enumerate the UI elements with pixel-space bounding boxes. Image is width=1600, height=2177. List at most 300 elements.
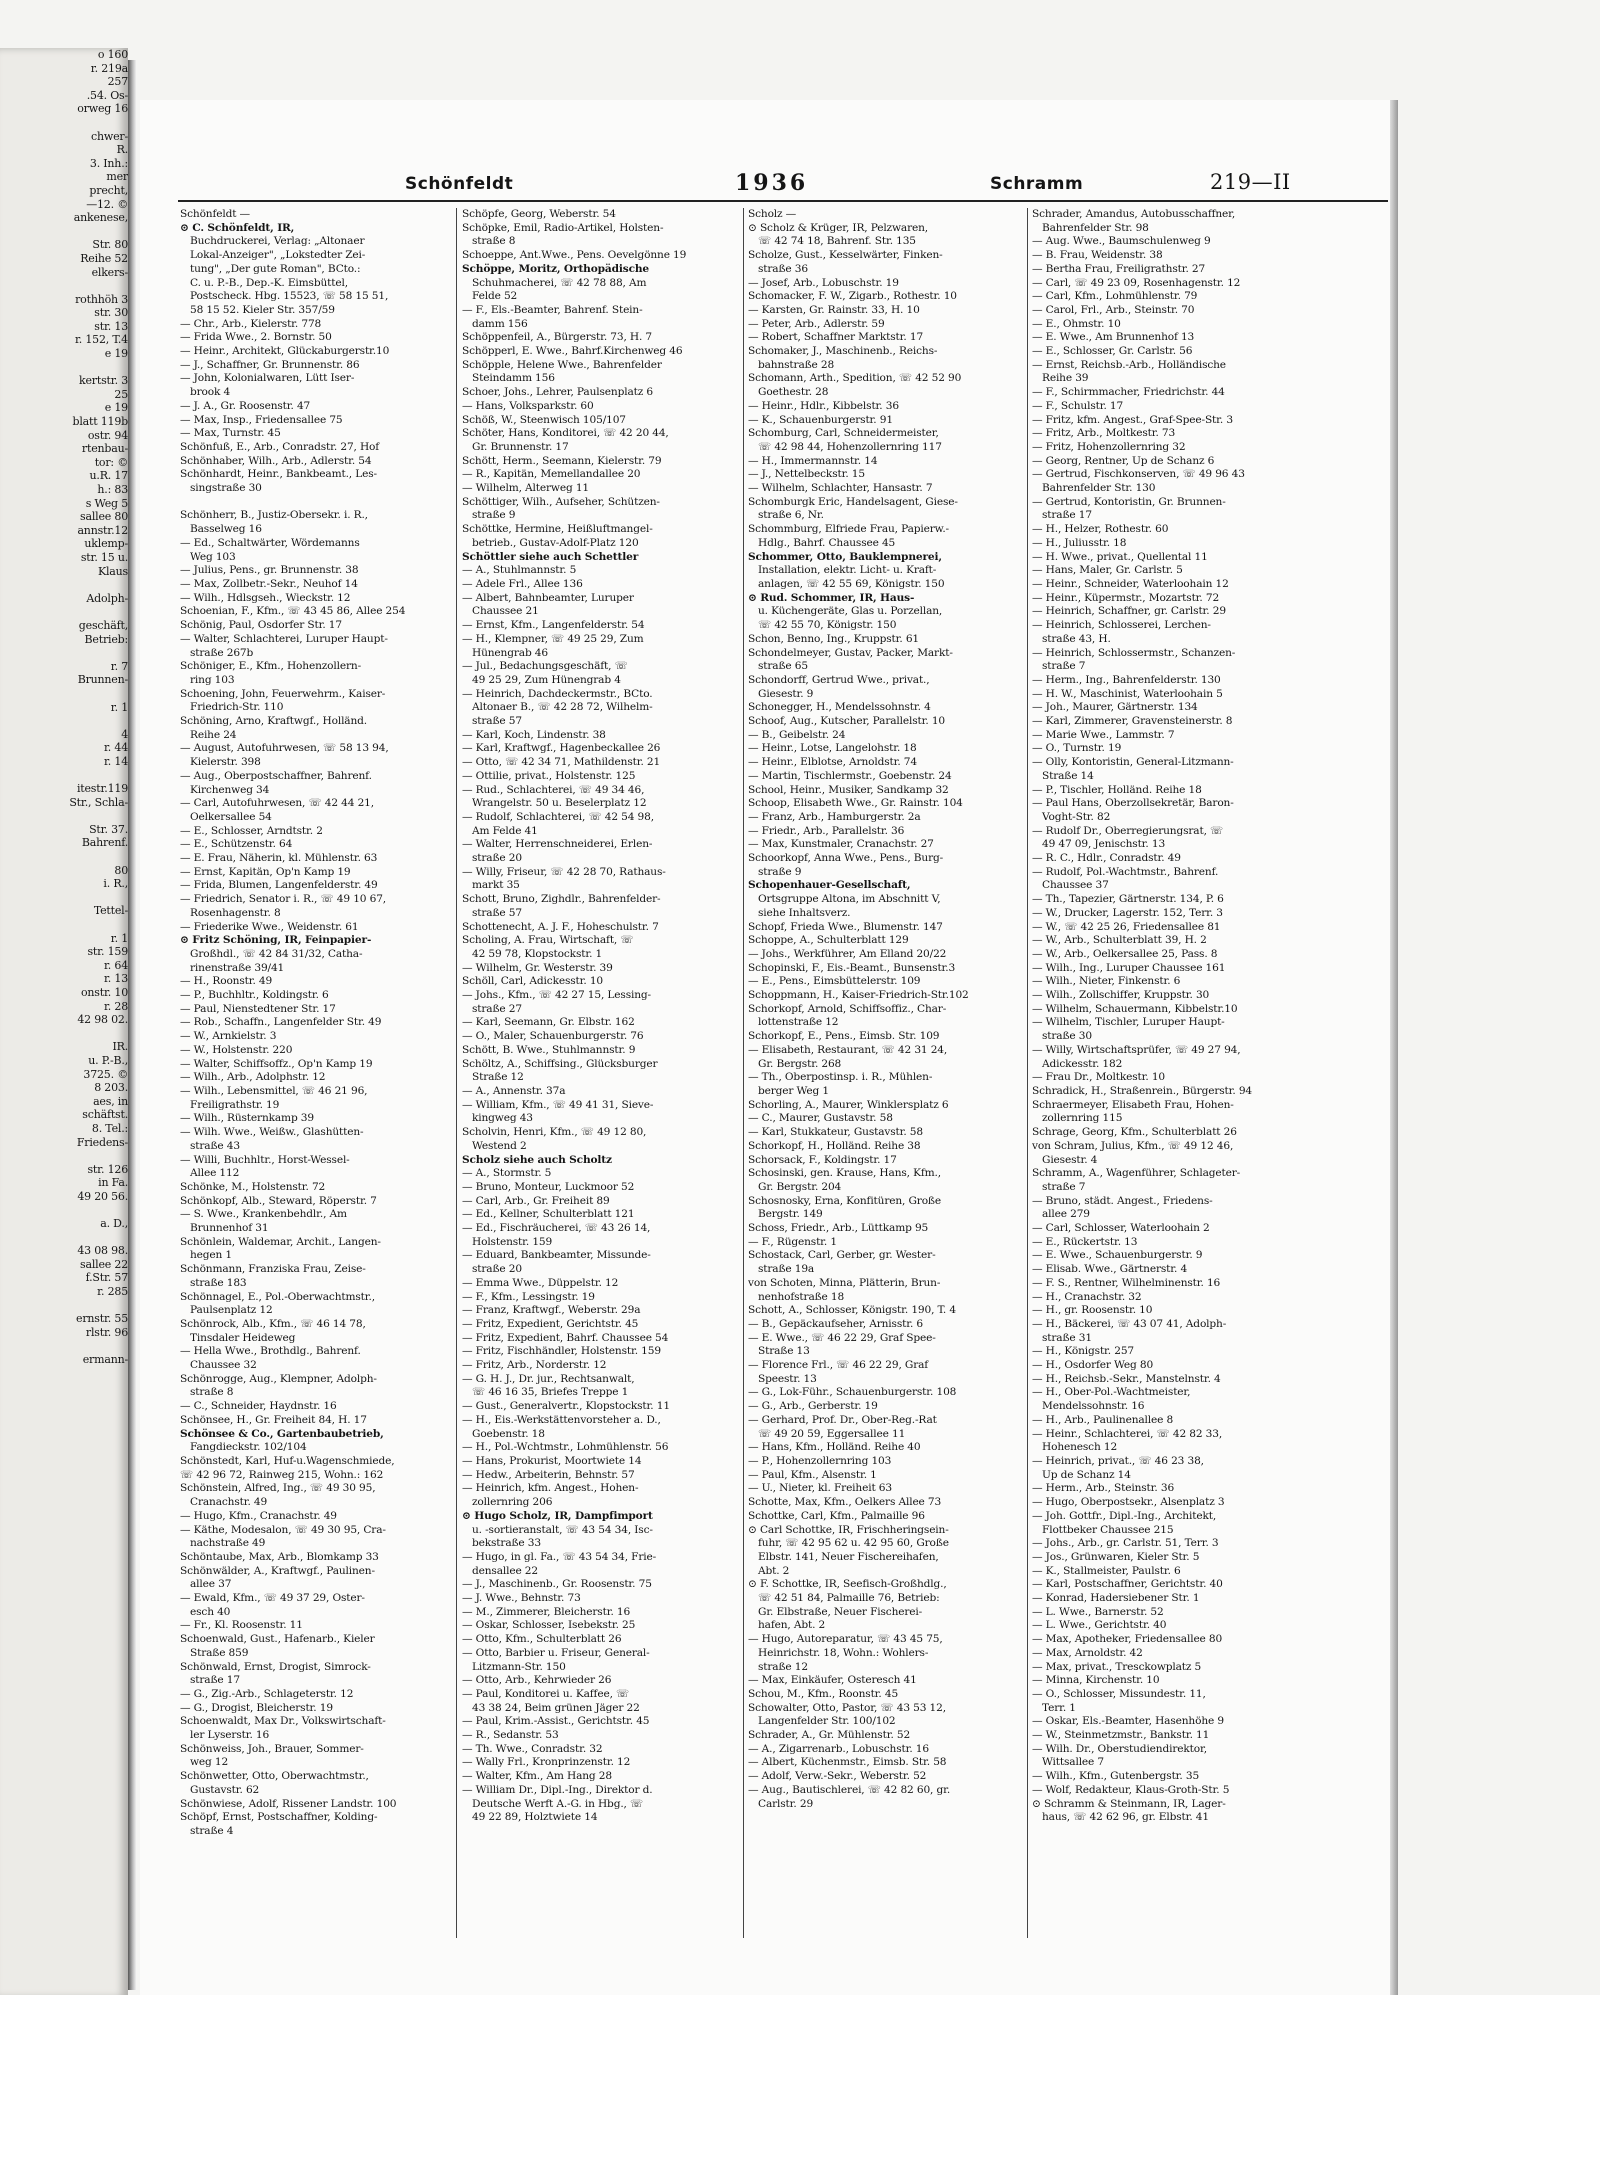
directory-entry: — Wilh., Kfm., Gutenbergstr. 35 [1032,1770,1200,1783]
facing-page-text: sallee 80 [80,510,128,524]
facing-page-text: ankenese, [73,211,128,225]
directory-entry: Schopenhauer-Gesellschaft, [748,879,911,892]
directory-entry: — Wilh., Hdlsgseh., Wieckstr. 12 [180,591,351,604]
directory-entry: — Florence Frl., ☏ 46 22 29, Graf [748,1359,929,1372]
directory-entry: Schoer, Johs., Lehrer, Paulsenplatz 6 [462,386,653,399]
directory-entry: — Ernst, Reichsb.-Arb., Holländische [1032,358,1226,371]
directory-entry: — Willi, Buchhltr., Horst-Wessel- [180,1153,350,1166]
directory-entry: Paulsenplatz 12 [190,1304,273,1317]
directory-entry: — Wolf, Redakteur, Klaus-Groth-Str. 5 [1032,1783,1230,1796]
directory-entry: — Heinrich, privat., ☏ 46 23 38, [1032,1454,1204,1467]
directory-entry: — John, Kolonialwaren, Lütt Iser- [180,372,355,385]
directory-entry: von Schoten, Minna, Plätterin, Brun- [748,1276,941,1289]
directory-entry: ⊙ F. Schottke, IR, Seefisch-Großhdlg., [748,1578,947,1591]
directory-entry: Deutsche Werft A.-G. in Hbg., ☏ [472,1797,644,1810]
directory-entry: Flottbeker Chaussee 215 [1042,1523,1174,1536]
directory-entry: — Gerhard, Prof. Dr., Ober-Reg.-Rat [748,1413,937,1426]
facing-page-text: Friedens- [76,1135,128,1149]
facing-page-text: Adolph- [86,591,128,605]
facing-page-text: rothhöh 3 [75,292,128,306]
directory-entry: Schrader, A., Gr. Mühlenstr. 52 [748,1729,911,1742]
directory-entry: Schönherr, B., Justiz-Obersekr. i. R., [180,509,368,522]
directory-entry: — H. W., Maschinist, Waterloohain 5 [1032,687,1223,700]
directory-entry: Schrage, Georg, Kfm., Schulterblatt 26 [1032,1126,1237,1139]
directory-entry: — Robert, Schaffner Marktstr. 17 [748,331,924,344]
directory-entry: Speestr. 13 [758,1372,817,1385]
directory-entry: — F., Rügenstr. 1 [748,1235,837,1248]
directory-entry: Schönnagel, E., Pol.-Oberwachtmstr., [180,1290,375,1303]
directory-entry: Installation, elektr. Licht- u. Kraft- [758,564,937,577]
facing-page-text [0,768,128,782]
directory-entry: Altonaer B., ☏ 42 28 72, Wilhelm- [472,701,653,714]
directory-entry: — Max, Kunstmaler, Cranachstr. 27 [748,838,934,851]
directory-entry: Gr. Bergstr. 204 [758,1180,842,1193]
directory-entry: straße 183 [190,1276,247,1289]
directory-entry: Ortsgruppe Altona, im Abschnitt V, [758,893,941,906]
directory-entry: — Wilhelm, Schauermann, Kibbelstr.10 [1032,1002,1238,1015]
directory-entry: — Friederike Wwe., Weidenstr. 61 [180,920,359,933]
directory-entry: Schönstein, Alfred, Ing., ☏ 49 30 95, [180,1482,376,1495]
directory-entry: anlagen, ☏ 42 55 69, Königstr. 150 [758,577,945,590]
directory-entry: — Friedr., Arb., Parallelstr. 36 [748,824,905,837]
directory-entry: bekstraße 33 [472,1537,541,1550]
directory-entry: 49 47 09, Jenischstr. 13 [1042,838,1166,851]
directory-entry: damm 156 [472,317,528,330]
facing-page-text [0,116,128,130]
directory-entry: — Frau Dr., Moltkestr. 10 [1032,1071,1165,1084]
directory-entry: Schöppe, Moritz, Orthopädische [462,262,650,275]
facing-page-text: elkers- [91,265,128,279]
directory-entry: Schondorff, Gertrud Wwe., privat., [748,673,930,686]
directory-entry: — A., Stuhlmannstr. 5 [462,564,577,577]
directory-entry: kingweg 43 [472,1112,533,1125]
directory-entry: markt 35 [472,879,520,892]
directory-entry: Schönrogge, Aug., Klempner, Adolph- [180,1372,377,1385]
directory-entry: — H., Osdorfer Weg 80 [1032,1359,1154,1372]
facing-page-text: in Fa. [98,1176,128,1190]
directory-entry: Hohenesch 12 [1042,1441,1118,1454]
directory-entry: Am Felde 41 [472,824,538,837]
directory-entry: — Fritz, kfm. Angest., Graf-Spee-Str. 3 [1032,413,1233,426]
directory-entry: Hdlg., Bahrf. Chaussee 45 [758,536,896,549]
directory-entry: — P., Buchhltr., Koldingstr. 6 [180,989,329,1002]
directory-entry: Schoenwald, Gust., Hafenarb., Kieler [180,1633,375,1646]
facing-page-text: str. 13 [94,319,128,333]
directory-entry: — Max, Turnstr. 45 [180,427,281,440]
directory-entry: Schoeppe, Ant.Wwe., Pens. Oevelgönne 19 [462,249,687,262]
directory-entry: Freiligrathstr. 19 [190,1098,280,1111]
directory-entry: — L. Wwe., Barnerstr. 52 [1032,1605,1164,1618]
directory-entry: — Wilh. Wwe., Weißw., Glashütten- [180,1126,364,1139]
directory-entry: — Gertrud, Fischkonserven, ☏ 49 96 43 [1032,468,1245,481]
facing-page-text: Brunnen- [77,673,128,687]
facing-page-text: aes, in [93,1094,128,1108]
facing-page-text [0,361,128,375]
directory-entry: — Frida Wwe., 2. Bornstr. 50 [180,331,332,344]
directory-entry: Goethestr. 28 [758,386,829,399]
directory-entry: — Gust., Generalvertr., Klopstockstr. 11 [462,1400,670,1413]
directory-entry: straße 8 [472,235,516,248]
directory-entry: ☏ 42 96 72, Rainweg 215, Wohn.: 162 [180,1468,384,1481]
directory-entry: — G., Lok-Führ., Schauenburgerstr. 108 [748,1386,957,1399]
directory-entry: ler Lyserstr. 16 [190,1729,270,1742]
facing-page-text: mer [106,170,128,184]
directory-entry: — Wilhelm, Schlachter, Hansastr. 7 [748,482,933,495]
facing-page-text: 49 20 56. [77,1189,128,1203]
facing-page-text [0,1149,128,1163]
directory-entry: Schönstedt, Karl, Huf-u.Wagenschmiede, [180,1454,395,1467]
directory-entry: — Joh. Gottfr., Dipl.-Ing., Architekt, [1032,1509,1217,1522]
directory-entry: Fangdieckstr. 102/104 [190,1441,307,1454]
facing-page-text: Betrieb: [84,632,128,646]
facing-page-text: u. P.-B., [88,1053,128,1067]
directory-entry: Schöttler siehe auch Schettler [462,550,639,563]
directory-entry: — Karsten, Gr. Rainstr. 33, H. 10 [748,303,920,316]
facing-page-text: ostr. 94 [87,428,128,442]
directory-entry: — H., Roonstr. 49 [180,975,273,988]
directory-entry: Oelkersallee 54 [190,810,272,823]
directory-entry: — Johs., Arb., gr. Carlstr. 51, Terr. 3 [1032,1537,1219,1550]
directory-entry: — Paul, Krim.-Assist., Gerichtstr. 45 [462,1715,650,1728]
directory-entry: Schöttke, Hermine, Heißluftmangel- [462,523,653,536]
directory-entry: 43 38 24, Beim grünen Jäger 22 [472,1701,640,1714]
directory-entry: — O., Turnstr. 19 [1032,742,1122,755]
directory-entry: Schöpf, Ernst, Postschaffner, Kolding- [180,1811,378,1824]
directory-entry: — Paul Hans, Oberzollsekretär, Baron- [1032,797,1234,810]
directory-entry: Schöpperl, E. Wwe., Bahrf.Kirchenweg 46 [462,345,683,358]
directory-entry: — Fr., Kl. Roosenstr. 11 [180,1619,303,1632]
directory-entry: Schöpple, Helene Wwe., Bahrenfelder [462,358,662,371]
directory-entry: — Käthe, Modesalon, ☏ 49 30 95, Cra- [180,1523,386,1536]
directory-entry: Goebenstr. 18 [472,1427,545,1440]
facing-page-text: 3725. © [83,1067,128,1081]
directory-entry: ☏ 42 98 44, Hohenzollernring 117 [758,440,942,453]
directory-entry: Schoppe, A., Schulterblatt 129 [748,934,909,947]
directory-entry: — H., Bäckerei, ☏ 43 07 41, Adolph- [1032,1317,1227,1330]
directory-entry: Schöter, Hans, Konditorei, ☏ 42 20 44, [462,427,669,440]
directory-entry: — Karl, Kraftwgf., Hagenbeckallee 26 [462,742,661,755]
directory-entry: — Wilhelm, Tischler, Luruper Haupt- [1032,1016,1225,1029]
facing-page-text [0,1231,128,1245]
directory-entry: 58 15 52. Kieler Str. 357/59 [190,303,335,316]
directory-entry: ☏ 42 55 70, Königstr. 150 [758,619,897,632]
directory-entry: — Julius, Pens., gr. Brunnenstr. 38 [180,564,359,577]
directory-entry: — E. Wwe., Schauenburgerstr. 9 [1032,1249,1203,1262]
facing-page-text: chwer- [91,129,128,143]
facing-page-text: str. 30 [94,306,128,320]
facing-page-text [0,225,128,239]
directory-entry: — Hugo, Oberpostsekr., Alsenplatz 3 [1032,1496,1225,1509]
scan-margin [0,1995,1600,2177]
directory-entry: Schöß, W., Steenwisch 105/107 [462,413,626,426]
directory-entry: 49 25 29, Zum Hünengrab 4 [472,673,621,686]
directory-entry: Schommer, Otto, Bauklempnerei, [748,550,942,563]
facing-page-text: Str. 80 [92,238,128,252]
directory-entry: Schrader, Amandus, Autobusschaffner, [1032,208,1236,220]
directory-entry: Kirchenweg 34 [190,783,270,796]
directory-entry: Schott, A., Schlosser, Königstr. 190, T. 4 [748,1304,956,1317]
directory-entry: — H., Klempner, ☏ 49 25 29, Zum [462,632,644,645]
directory-entry: zollernring 115 [1042,1112,1123,1125]
directory-entry: — P., Tischler, Holländ. Reihe 18 [1032,783,1202,796]
directory-entry: Buchdruckerei, Verlag: „Altonaer [190,235,365,248]
directory-entry: — Max, privat., Tresckowplatz 5 [1032,1660,1202,1673]
directory-entry: Friedrich-Str. 110 [190,701,284,714]
directory-entry: — J., Nettelbeckstr. 15 [748,468,865,481]
directory-entry: Schorkopf, E., Pens., Eimsb. Str. 109 [748,1030,940,1043]
directory-entry: Schorsack, F., Koldingstr. 17 [748,1153,897,1166]
facing-page-text: —12. © [86,197,128,211]
directory-entry: — H., gr. Roosenstr. 10 [1032,1304,1153,1317]
facing-page-text: r. 44 [103,741,128,755]
directory-entry: Schönsee, H., Gr. Freiheit 84, H. 17 [180,1413,367,1426]
page-edge [1390,100,1398,1995]
directory-entry: — M., Zimmerer, Bleicherstr. 16 [462,1605,631,1618]
directory-entry: — C., Maurer, Gustavstr. 58 [748,1112,893,1125]
directory-entry: — K., Schauenburgerstr. 91 [748,413,893,426]
directory-entry: — B., Gepäckaufseher, Arnisstr. 6 [748,1317,924,1330]
facing-page-text: 3. Inh.: [89,156,128,170]
book-gutter [128,60,136,1990]
directory-entry: — Wilh., Lebensmittel, ☏ 46 21 96, [180,1085,368,1097]
directory-entry: School, Heinr., Musiker, Sandkamp 32 [748,783,949,796]
directory-entry: Schomacker, F. W., Zigarb., Rothestr. 10 [748,290,957,303]
directory-entry: — Otto, Barbier u. Friseur, General- [462,1646,650,1659]
directory-entry: brook 4 [190,386,231,399]
directory-entry: — Karl, Seemann, Gr. Elbstr. 162 [462,1016,635,1029]
directory-entry: straße 57 [472,715,522,728]
directory-entry: — Max, Einkäufer, Osteresch 41 [748,1674,917,1687]
directory-entry: — Karl, Postschaffner, Gerichtstr. 40 [1032,1578,1223,1591]
directory-entry: ☏ 46 16 35, Briefes Treppe 1 [472,1386,629,1399]
directory-entry: — Wilh., Rüsternkamp 39 [180,1112,314,1125]
directory-entry: — Josef, Arb., Lobuschstr. 19 [748,276,899,289]
directory-entry: Schraermeyer, Elisabeth Frau, Hohen- [1032,1098,1234,1111]
directory-entry: — F., Els.-Beamter, Bahrenf. Stein- [462,303,643,316]
directory-entry: — Adolf, Verw.-Sekr., Weberstr. 52 [748,1770,927,1783]
facing-page-text [0,578,128,592]
facing-page-text: s Weg 5 [85,496,128,510]
directory-entry: — Heinr., Hdlr., Kibbelstr. 36 [748,399,899,412]
directory-entry: — Albert, Küchenmstr., Eimsb. Str. 58 [748,1756,947,1769]
directory-entry: Schostack, Carl, Gerber, gr. Wester- [748,1249,936,1262]
directory-entry: — E., Schlosser, Arndtstr. 2 [180,824,323,837]
directory-entry: Schopinski, F., Eis.-Beamt., Bunsenstr.3 [748,961,956,974]
directory-entry: — Gertrud, Kontoristin, Gr. Brunnen- [1032,495,1226,508]
directory-entry: Rosenhagenstr. 8 [190,906,281,919]
column-1 [180,208,435,1938]
facing-page-text: h.: 83 [97,483,128,496]
directory-entry: — Carl, Schlosser, Waterloohain 2 [1032,1222,1210,1235]
directory-entry: ⊙ Hugo Scholz, IR, Dampfimport [462,1509,653,1522]
directory-entry: — Fritz, Expedient, Gerichtstr. 45 [462,1317,639,1330]
directory-entry: Scholing, A. Frau, Wirtschaft, ☏ [462,934,634,947]
directory-entry: Scholvin, Henri, Kfm., ☏ 49 12 80, [462,1126,647,1139]
directory-entry: — Otto, Arb., Kehrwieder 26 [462,1674,612,1687]
directory-entry: Chaussee 32 [190,1359,257,1372]
facing-page-text: i. R., [103,877,128,891]
directory-entry: densallee 22 [472,1564,538,1577]
directory-entry: straße 17 [1042,509,1092,522]
directory-entry: C. u. P.-B., Dep.-K. Eimsbüttel, [190,276,348,289]
facing-page-text: Tettel- [93,904,128,918]
directory-entry: — Otto, Kfm., Schulterblatt 26 [462,1633,622,1646]
directory-entry: — Rudolf, Pol.-Wachtmstr., Bahrenf. [1032,865,1219,878]
directory-entry: Lokal-Anzeiger", „Lokstedter Zei- [190,249,366,262]
header-right-word: Schramm [990,174,1084,194]
directory-entry: — August, Autofuhrwesen, ☏ 58 13 94, [180,742,389,755]
directory-entry: — H., Königstr. 257 [1032,1345,1135,1358]
directory-entry: rinenstraße 39/41 [190,961,285,974]
directory-entry: straße 36 [758,262,808,275]
facing-page-text: itestr.119 [76,782,128,796]
directory-entry: — Aug. Wwe., Baumschulenweg 9 [1032,235,1211,248]
directory-entry: — H., Juliusstr. 18 [1032,536,1127,549]
facing-page-text [0,809,128,823]
directory-entry: ⊙ Scholz & Krüger, IR, Pelzwaren, [748,221,929,234]
directory-entry: — E., Ohmstr. 10 [1032,317,1121,330]
facing-page-text: r. 14 [103,754,128,768]
directory-entry: Scholz — [748,208,797,220]
directory-entry: Schöning, Arno, Kraftwgf., Holländ. [180,715,367,728]
directory-entry: Schönwetter, Otto, Oberwachtmstr., [180,1770,369,1783]
directory-entry: Schou, M., Kfm., Roonstr. 45 [748,1687,899,1700]
directory-entry: Schöttiger, Wilh., Aufseher, Schützen- [462,495,660,508]
facing-page-text: f.Str. 57 [85,1271,128,1285]
directory-entry: — E., Rückertstr. 13 [1032,1235,1138,1248]
directory-entry: Schorkopf, H., Holländ. Reihe 38 [748,1139,921,1152]
facing-page-text: sallee 22 [80,1257,128,1271]
directory-entry: tung", „Der gute Roman", BCto.: [190,262,361,275]
facing-page-text [0,1339,128,1353]
facing-page-text: 8 203. [94,1081,128,1095]
facing-page-text: geschäft, [78,618,128,632]
directory-entry: — Jos., Grünwaren, Kieler Str. 5 [1032,1550,1200,1563]
directory-entry: Schönwälder, A., Kraftwgf., Paulinen- [180,1564,375,1577]
directory-entry: Gr. Bergstr. 268 [758,1057,842,1070]
directory-entry: ⊙ Schramm & Steinmann, IR, Lager- [1032,1797,1226,1810]
header-left-word: Schönfeldt [405,174,514,194]
directory-entry: ☏ 49 20 59, Eggersallee 11 [758,1427,906,1440]
directory-entry: — F. S., Rentner, Wilhelminenstr. 16 [1032,1276,1221,1289]
directory-entry: Schoenwaldt, Max Dr., Volkswirtschaft- [180,1715,386,1728]
facing-page-text: onstr. 10 [80,985,128,999]
facing-page-text: 42 98 02. [77,1013,128,1027]
directory-entry: — Rud., Schlachterei, ☏ 49 34 46, [462,783,645,796]
facing-page-text: r. 285 [97,1285,128,1299]
directory-entry: — R., Sedanstr. 53 [462,1729,559,1742]
directory-entry: Schondelmeyer, Gustav, Packer, Markt- [748,646,953,659]
facing-page-text: r. 64 [103,958,128,972]
directory-entry: — Paul, Kfm., Alsenstr. 1 [748,1468,877,1481]
column-4 [1032,208,1287,1938]
directory-entry: — E. Wwe., Am Brunnenhof 13 [1032,331,1195,344]
directory-entry: Steindamm 156 [472,372,555,385]
directory-entry: — Wilhelm, Alterweg 11 [462,482,589,495]
directory-entry: — Hugo, Kfm., Cranachstr. 49 [180,1509,337,1522]
facing-page-text: orweg 16 [77,102,128,116]
directory-entry: — Ed., Fischräucherei, ☏ 43 26 14, [462,1222,651,1235]
directory-entry: Schönfuß, E., Arb., Conradstr. 27, Hof [180,440,380,453]
directory-entry: — G., Zig.-Arb., Schlageterstr. 12 [180,1687,354,1700]
directory-entry: Bergstr. 149 [758,1208,823,1221]
directory-entry: Schönwiese, Adolf, Rissener Landstr. 100 [180,1797,397,1810]
directory-entry: — Heinr., Schneider, Waterloohain 12 [1032,577,1229,590]
facing-page-text [0,687,128,701]
directory-entry: Chaussee 21 [472,605,539,618]
directory-entry: ring 103 [190,673,235,686]
directory-entry: — Fritz, Fischhändler, Holstenstr. 159 [462,1345,661,1358]
directory-entry: ⊙ C. Schönfeldt, IR, [180,221,295,234]
directory-entry: — Oskar, Els.-Beamter, Hasenhöhe 9 [1032,1715,1224,1728]
directory-entry: — Johs., Werkführer, Am Elland 20/22 [748,947,947,960]
directory-entry: — E. Wwe., ☏ 46 22 29, Graf Spee- [748,1331,936,1344]
directory-entry: — Oskar, Schlosser, Isebekstr. 25 [462,1619,636,1632]
directory-entry: — Peter, Arb., Adlerstr. 59 [748,317,885,330]
directory-entry: — Walter, Schlachterei, Luruper Haupt- [180,632,388,645]
directory-entry: Schöll, Carl, Adickesstr. 10 [462,975,603,988]
directory-entry: Schönke, M., Holstenstr. 72 [180,1180,326,1193]
directory-entry: — W., Arb., Oelkersallee 25, Pass. 8 [1032,947,1218,960]
directory-entry: — H., Arb., Paulinenallee 8 [1032,1413,1174,1426]
facing-page-text: ernstr. 55 [76,1312,128,1326]
directory-entry: — O., Maler, Schauenburgerstr. 76 [462,1030,644,1043]
directory-entry: straße 6, Nr. [758,509,824,522]
directory-entry: von Schram, Julius, Kfm., ☏ 49 12 46, [1032,1139,1234,1152]
facing-page-text: IR. [112,1040,128,1054]
directory-entry: — F., Kfm., Lessingstr. 19 [462,1290,595,1303]
directory-entry: — W., Holstenstr. 220 [180,1043,293,1056]
directory-entry: Schönfeldt — [180,208,250,220]
facing-page-text: u.R. 17 [89,469,128,483]
facing-page-text: Bahrenf. [81,836,128,850]
directory-entry: Wrangelstr. 50 u. Beselerplatz 12 [472,797,647,810]
directory-entry: Schoppmann, H., Kaiser-Friedrich-Str.102 [748,989,969,1002]
directory-entry: — Franz, Kraftwgf., Weberstr. 29a [462,1304,641,1317]
directory-entry: — H., Helzer, Rothestr. 60 [1032,523,1169,536]
directory-entry: — R. C., Hdlr., Conradstr. 49 [1032,852,1181,865]
directory-entry: straße 7 [1042,1180,1086,1193]
directory-entry: — Elisabeth, Restaurant, ☏ 42 31 24, [748,1043,948,1056]
directory-entry: Schöpfe, Georg, Weberstr. 54 [462,208,616,220]
directory-entry: — Hugo, in gl. Fa., ☏ 43 54 34, Frie- [462,1550,657,1563]
directory-entry: — B., Geibelstr. 24 [748,728,846,741]
directory-entry: — Emma Wwe., Düppelstr. 12 [462,1276,619,1289]
directory-entry: Schönsee & Co., Gartenbaubetrieb, [180,1427,384,1440]
directory-entry: Straße 13 [758,1345,810,1358]
directory-entry: Schoorkopf, Anna Wwe., Pens., Burg- [748,852,944,865]
column-divider [1027,208,1028,1938]
facing-page-text: r. 7 [110,659,128,673]
directory-entry: — Wilh., Ing., Luruper Chaussee 161 [1032,961,1226,974]
directory-entry: Schoenian, F., Kfm., ☏ 43 45 86, Allee 254 [180,605,406,618]
directory-entry: — Wally Frl., Kronprinzenstr. 12 [462,1756,631,1769]
directory-entry: — Wilh. Dr., Oberstudiendirektor, [1032,1742,1207,1755]
directory-entry: — Ernst, Kapitän, Op'n Kamp 19 [180,865,351,878]
facing-page-text: Str., Schla- [69,795,128,809]
facing-page-text [0,279,128,293]
directory-entry: — H., Pol.-Wchtmstr., Lohmühlenstr. 56 [462,1441,669,1454]
facing-page-text: 43 08 98. [77,1244,128,1258]
facing-page-text: Klaus [97,564,128,578]
directory-entry: Schött, Herm., Seemann, Kielerstr. 79 [462,454,662,467]
directory-entry: — E., Pens., Eimsbüttelerstr. 109 [748,975,921,988]
directory-entry: ⊙ Rud. Schommer, IR, Haus- [748,591,915,604]
directory-entry: — Heinrich, Dachdeckermstr., BCto. [462,687,653,700]
directory-entry: Schöpke, Emil, Radio-Artikel, Holsten- [462,221,664,234]
facing-page-text: str. 159 [87,945,128,959]
directory-entry: — Fritz, Expedient, Bahrf. Chaussee 54 [462,1331,669,1344]
